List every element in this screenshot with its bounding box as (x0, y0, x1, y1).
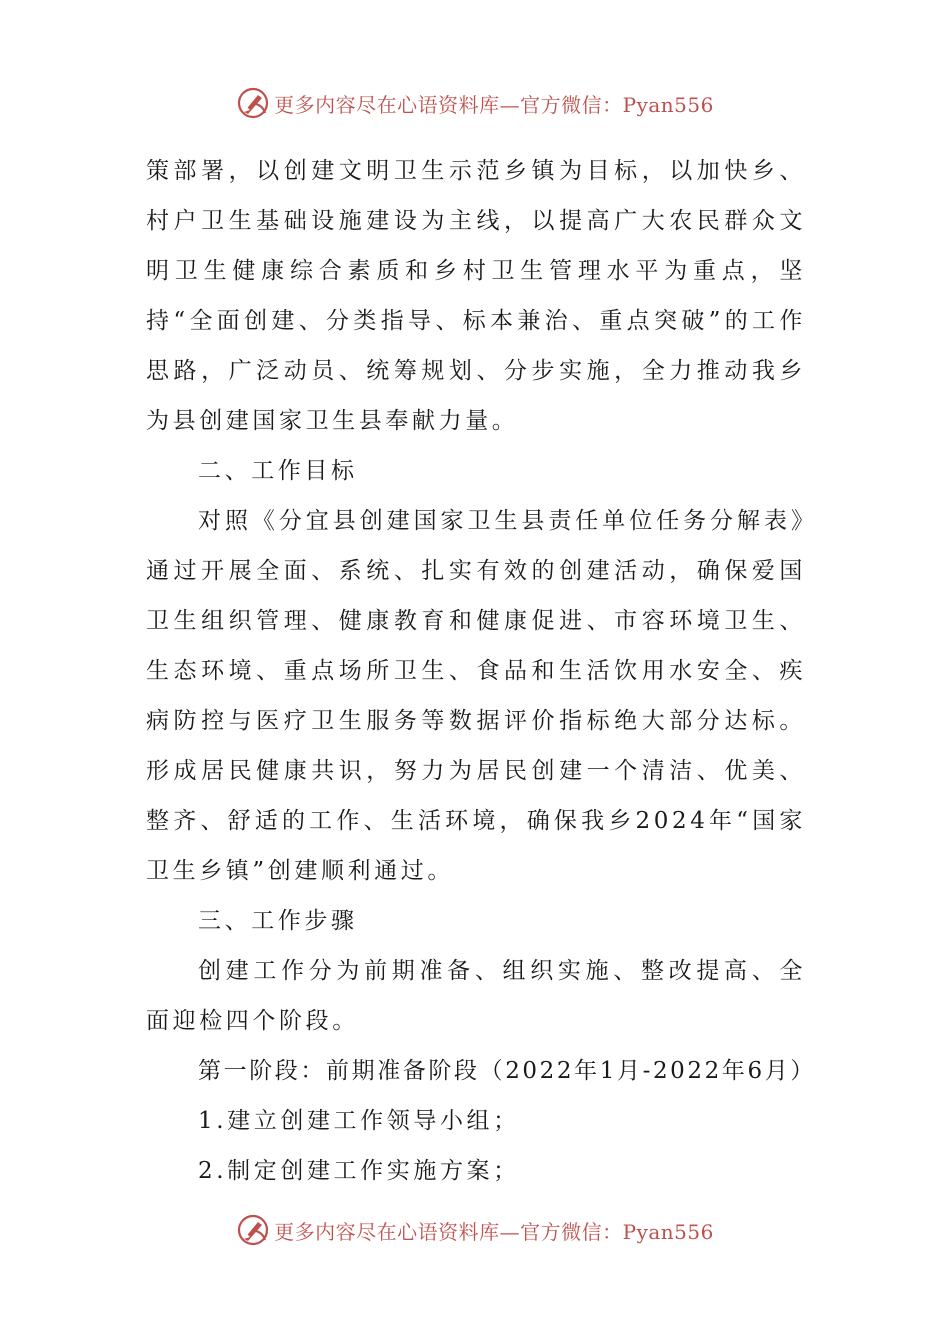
list-item-1: 1.建立创建工作领导小组； (198, 1108, 520, 1134)
paragraph-phase-one: 第一阶段：前期准备阶段（2022年1月-2022年6月） (198, 1058, 816, 1084)
section-heading-steps: 三、工作步骤 (198, 908, 358, 934)
footer-banner (0, 1208, 950, 1252)
footer-banner-text: 更多内容尽在心语资料库—官方微信：Pyan556 (274, 1219, 714, 1244)
pen-logo-icon (236, 86, 270, 120)
paragraph-intro-continued: 策部署，以创建文明卫生示范乡镇为目标，以加快乡、村户卫生基础设施建设为主线，以提高广大农民群众文明卫生健康综合素质和乡村卫生管理水平为重点，坚持“全面创建、分类指导、标本兼治、重点突破”的工作思路，广泛动员、统筹规划、分步实施，全力推动我乡为县创建国家卫生县奉献力量。 (146, 158, 806, 434)
paragraph-steps: 创建工作分为前期准备、组织实施、整改提高、全面迎检四个阶段。 (146, 958, 806, 1034)
section-heading-goals: 二、工作目标 (198, 458, 358, 484)
document-body (146, 146, 816, 1196)
list-item-2: 2.制定创建工作实施方案； (198, 1158, 520, 1184)
header-banner (0, 81, 950, 125)
paragraph-goals: 对照《分宜县创建国家卫生县责任单位任务分解表》通过开展全面、系统、扎实有效的创建活动，确保爱国卫生组织管理、健康教育和健康促进、市容环境卫生、生态环境、重点场所卫生、食品和生活饮用水安全、疾病防控与医疗卫生服务等数据评价指标绝大部分达标。形成居民健康共识，努力为居民创建一个清洁、优美、整齐、舒适的工作、生活环境，确保我乡2024年“国家卫生乡镇”创建顺利通过。 (146, 508, 806, 884)
header-banner-text: 更多内容尽在心语资料库—官方微信：Pyan556 (274, 92, 714, 117)
pen-logo-icon (236, 1213, 270, 1247)
